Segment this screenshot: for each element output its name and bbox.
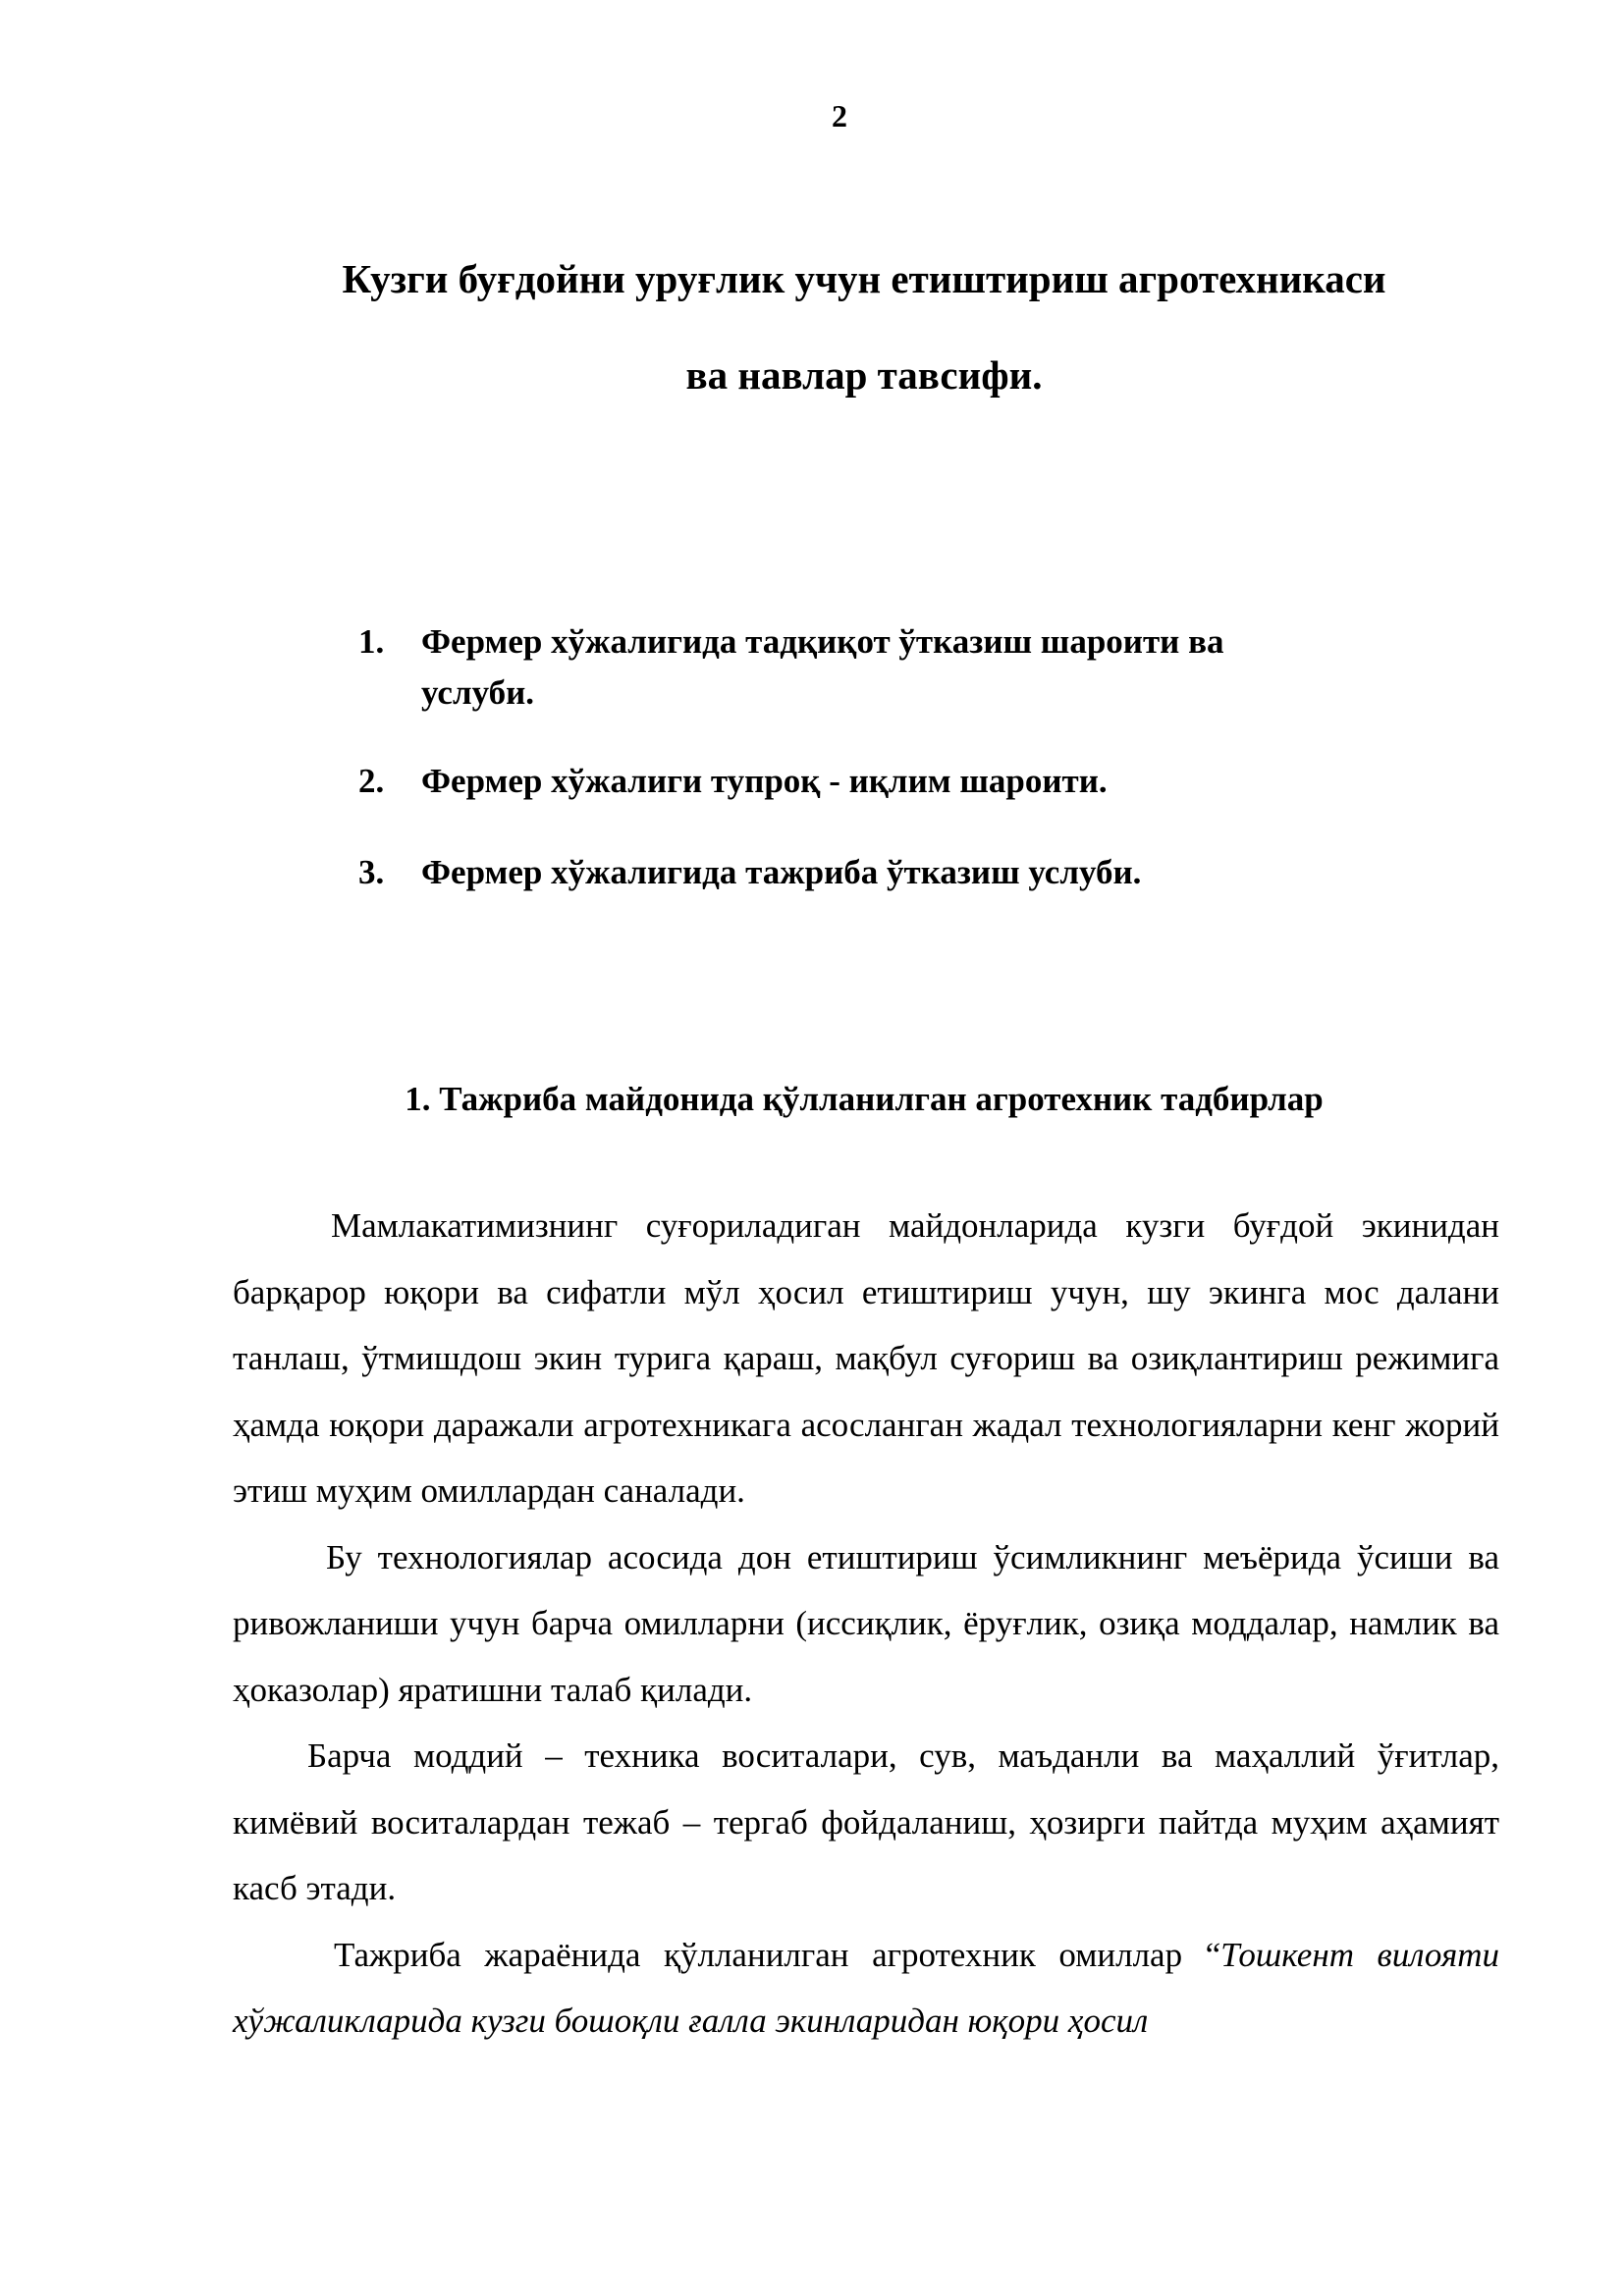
document-title <box>236 231 1492 423</box>
contents-item-number: 3. <box>358 853 385 891</box>
paragraph: Барча моддий – техника воситалари, сув, маъданли ва маҳаллий ўғитлар, кимёвий воситалардан тежаб – тергаб фойдаланиш, ҳозирги пайтда муҳим аҳамият касб этади. <box>233 1736 1499 1907</box>
title-line-1: Кузги буғдойни уруғлик учун етиштириш агротехникаси <box>342 256 1386 301</box>
contents-item <box>358 847 1340 898</box>
body-text <box>233 1193 1499 2055</box>
contents-item-text: Фермер хўжалигида тадқиқот ўтказиш шароити ва услуби. <box>421 622 1224 712</box>
contents-item-text: Фермер хўжалигида тажриба ўтказиш услуби. <box>421 853 1142 891</box>
paragraph: Бу технологиялар асосида дон етиштириш ўсимликнинг меъёрида ўсиши ва ривожланиши учун барча омилларни (иссиқлик, ёруғлик, озиқа моддалар, намлик ва ҳоказолар) яратишни талаб қилади. <box>233 1537 1499 1709</box>
page-number: 2 <box>832 98 847 133</box>
contents-item <box>358 756 1340 807</box>
paragraph-text: Тажриба жараёнида қўлланилган агротехник омиллар “ <box>334 1935 1221 1974</box>
section-heading: 1. Тажриба майдонида қўлланилган агротехник тадбирлар <box>405 1080 1324 1118</box>
title-line-2: ва навлар тавсифи. <box>685 352 1043 398</box>
contents-item <box>358 616 1340 719</box>
paragraph: Мамлакатимизнинг суғориладиган майдонларида кузги буғдой экинидан барқарор юқори ва сифатли мўл ҳосил етиштириш учун, шу экинга мос далани танлаш, ўтмишдош экин турига қараш, мақбул суғориш ва озиқлантириш режимига ҳамда юқори даражали агротехникага асосланган жадал технологияларни кенг жорий этиш муҳим омиллардан саналади. <box>233 1206 1499 1510</box>
contents-list <box>358 616 1340 898</box>
contents-item-text: Фермер хўжалиги тупроқ - иқлим шароити. <box>421 762 1108 800</box>
paragraph <box>233 1922 1499 2055</box>
contents-item-number: 1. <box>358 622 385 661</box>
contents-item-number: 2. <box>358 762 385 800</box>
paragraph-italic-text: Тошкент вилояти хўжаликларида кузги бошоқли ғалла экинларидан юқори ҳосил <box>233 1935 1499 2040</box>
